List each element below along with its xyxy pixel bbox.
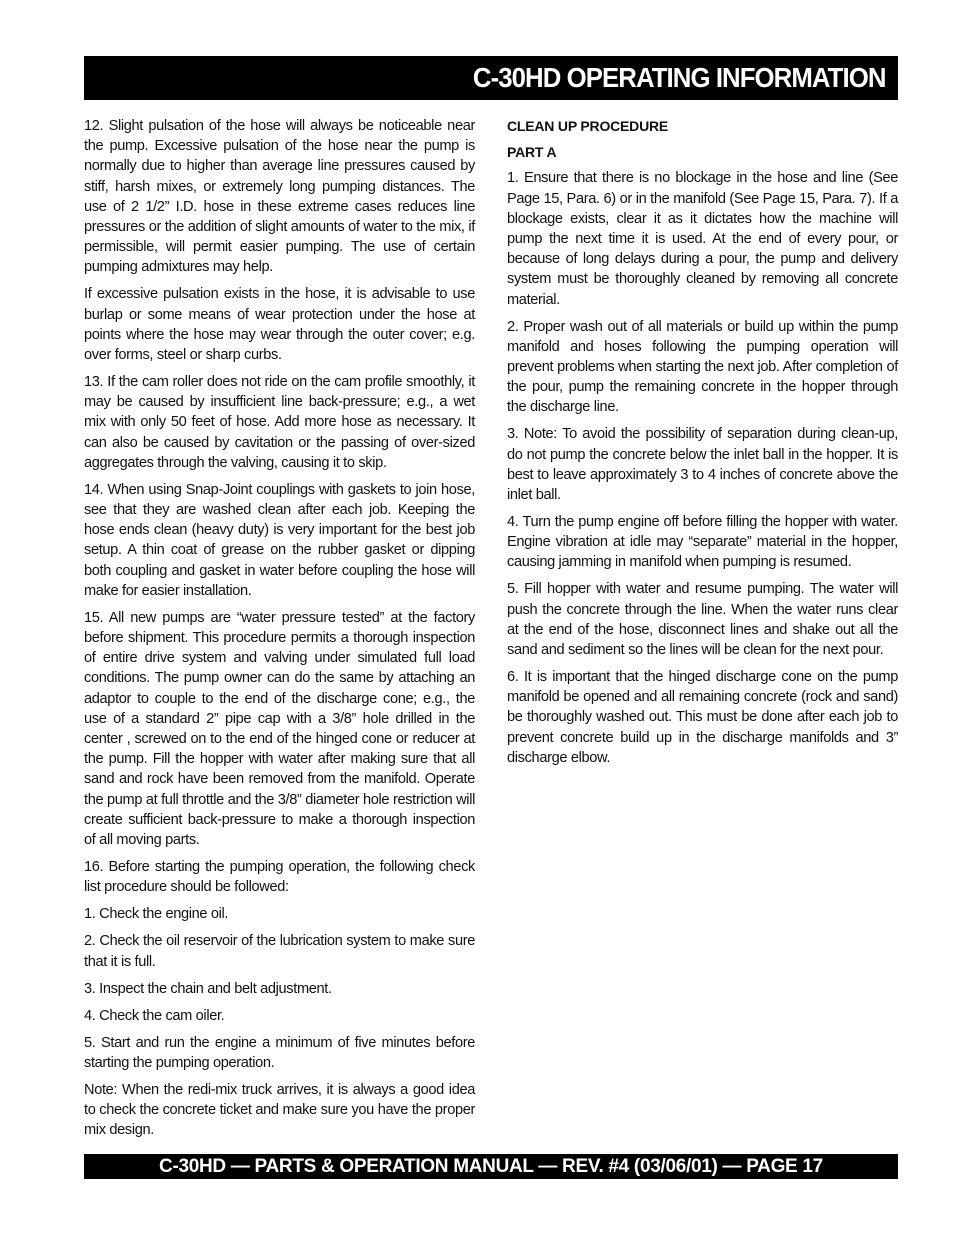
page-title: C-30HD OPERATING INFORMATION	[473, 62, 886, 93]
left-column	[84, 116, 475, 1147]
checklist-item: 2. Check the oil reservoir of the lubrication system to make sure that it is full.	[84, 933, 475, 970]
paragraph: 4. Turn the pump engine off before filling the hopper with water. Engine vibration at idle may “separate” material in the hopper, causing jamming in manifold when pumping is resumed.	[507, 514, 898, 571]
checklist-item: 4. Check the cam oiler.	[84, 1007, 225, 1024]
paragraph: 5. Fill hopper with water and resume pumping. The water will push the concrete through the line. When the water runs clear at the end of the hose, disconnect lines and shake out all the sand and sediment so the lines will be clean for the next pour.	[507, 581, 898, 659]
paragraph: 14. When using Snap-Joint couplings with gaskets to join hose, see that they are washed clean after each job. Keeping the hose ends clean (heavy duty) is very important for the best job setup. A thin coat of grease on the rubber gasket or dipping both coupling and gasket in water before coupling the hose will make for easier installation.	[84, 481, 475, 599]
paragraph: 13. If the cam roller does not ride on the cam profile smoothly, it may be caused by insufficient line back-pressure; e.g., a wet mix with only 50 feet of hose. Add more hose as necessary. It can also be caused by cavitation or the passing of over-sized aggregates through the valving, causing it to skip.	[84, 374, 475, 471]
note-paragraph: Note: When the redi-mix truck arrives, it is always a good idea to check the concrete ticket and make sure you have the proper mix design.	[84, 1081, 475, 1139]
paragraph: If excessive pulsation exists in the hose, it is advisable to use burlap or some means of wear protection under the hose at points where the hose may wear through the outer cover; e.g. over forms, steel or sharp curbs.	[84, 286, 475, 364]
checklist-item: 1. Check the engine oil.	[84, 906, 229, 923]
section-heading: CLEAN UP PROCEDURE	[507, 118, 669, 134]
section-subheading: PART A	[507, 144, 557, 161]
right-column	[507, 116, 898, 775]
paragraph: 12. Slight pulsation of the hose will always be noticeable near the pump. Excessive pulsation of the hose near the pump is normally due to higher than average line pressures caused by stiff, harsh mixes, or extremely long pumping distances. The use of 2 1/2” I.D. hose in these extreme cases reduces line pressures or the addition of slight amounts of water to the mix, if permissible, will permit easier pumping. The use of certain pumping admixtures may help.	[84, 118, 475, 276]
footer-bar	[84, 1154, 898, 1179]
paragraph: 1. Ensure that there is no blockage in the hose and line (See Page 15, Para. 6) or in the manifold (See Page 15, Para. 7). If a blockage exists, clear it as it dictates how the machine will pump the next time it is used. At the end of every pour, or because of long delays during a pour, the pump and delivery system must be thoroughly cleaned by removing all concrete material.	[507, 170, 898, 308]
paragraph: 6. It is important that the hinged discharge cone on the pump manifold be opened and all remaining concrete (rock and sand) be thoroughly washed out. This must be done after each job to prevent concrete build up in the discharge manifolds and 3” discharge elbow.	[507, 669, 898, 766]
header-bar	[84, 56, 898, 100]
checklist-item: 5. Start and run the engine a minimum of five minutes before starting the pumping operation.	[84, 1034, 475, 1071]
footer-text: C-30HD — PARTS & OPERATION MANUAL — REV. #4 (03/06/01) — PAGE 17	[159, 1156, 823, 1177]
paragraph: 15. All new pumps are “water pressure tested” at the factory before shipment. This procedure permits a thorough inspection of entire drive system and valving under simulated full load conditions. The pump owner can do the same by attaching an adaptor to couple to the end of the discharge cone; e.g., the use of a standard 2” pipe cap with a 3/8” hole drilled in the center , screwed on to the end of the hinged cone or reducer at the pump. Fill the hopper with water after making sure that all sand and rock have been removed from the manifold. Operate the pump at full throttle and the 3/8” diameter hole restriction will create sufficient back-pressure to make a thorough inspection of all moving parts.	[84, 609, 475, 849]
paragraph: 3. Note: To avoid the possibility of separation during clean-up, do not pump the concrete below the inlet ball in the hopper. It is best to leave approximately 3 to 4 inches of concrete above the inlet ball.	[507, 426, 898, 504]
paragraph: 16. Before starting the pumping operation, the following check list procedure should be followed:	[84, 859, 475, 896]
checklist-item: 3. Inspect the chain and belt adjustment.	[84, 980, 332, 997]
paragraph: 2. Proper wash out of all materials or build up within the pump manifold and hoses following the pumping operation will prevent problems when starting the next job. After completion of the pour, pump the remaining concrete in the hopper through the discharge line.	[507, 318, 898, 416]
